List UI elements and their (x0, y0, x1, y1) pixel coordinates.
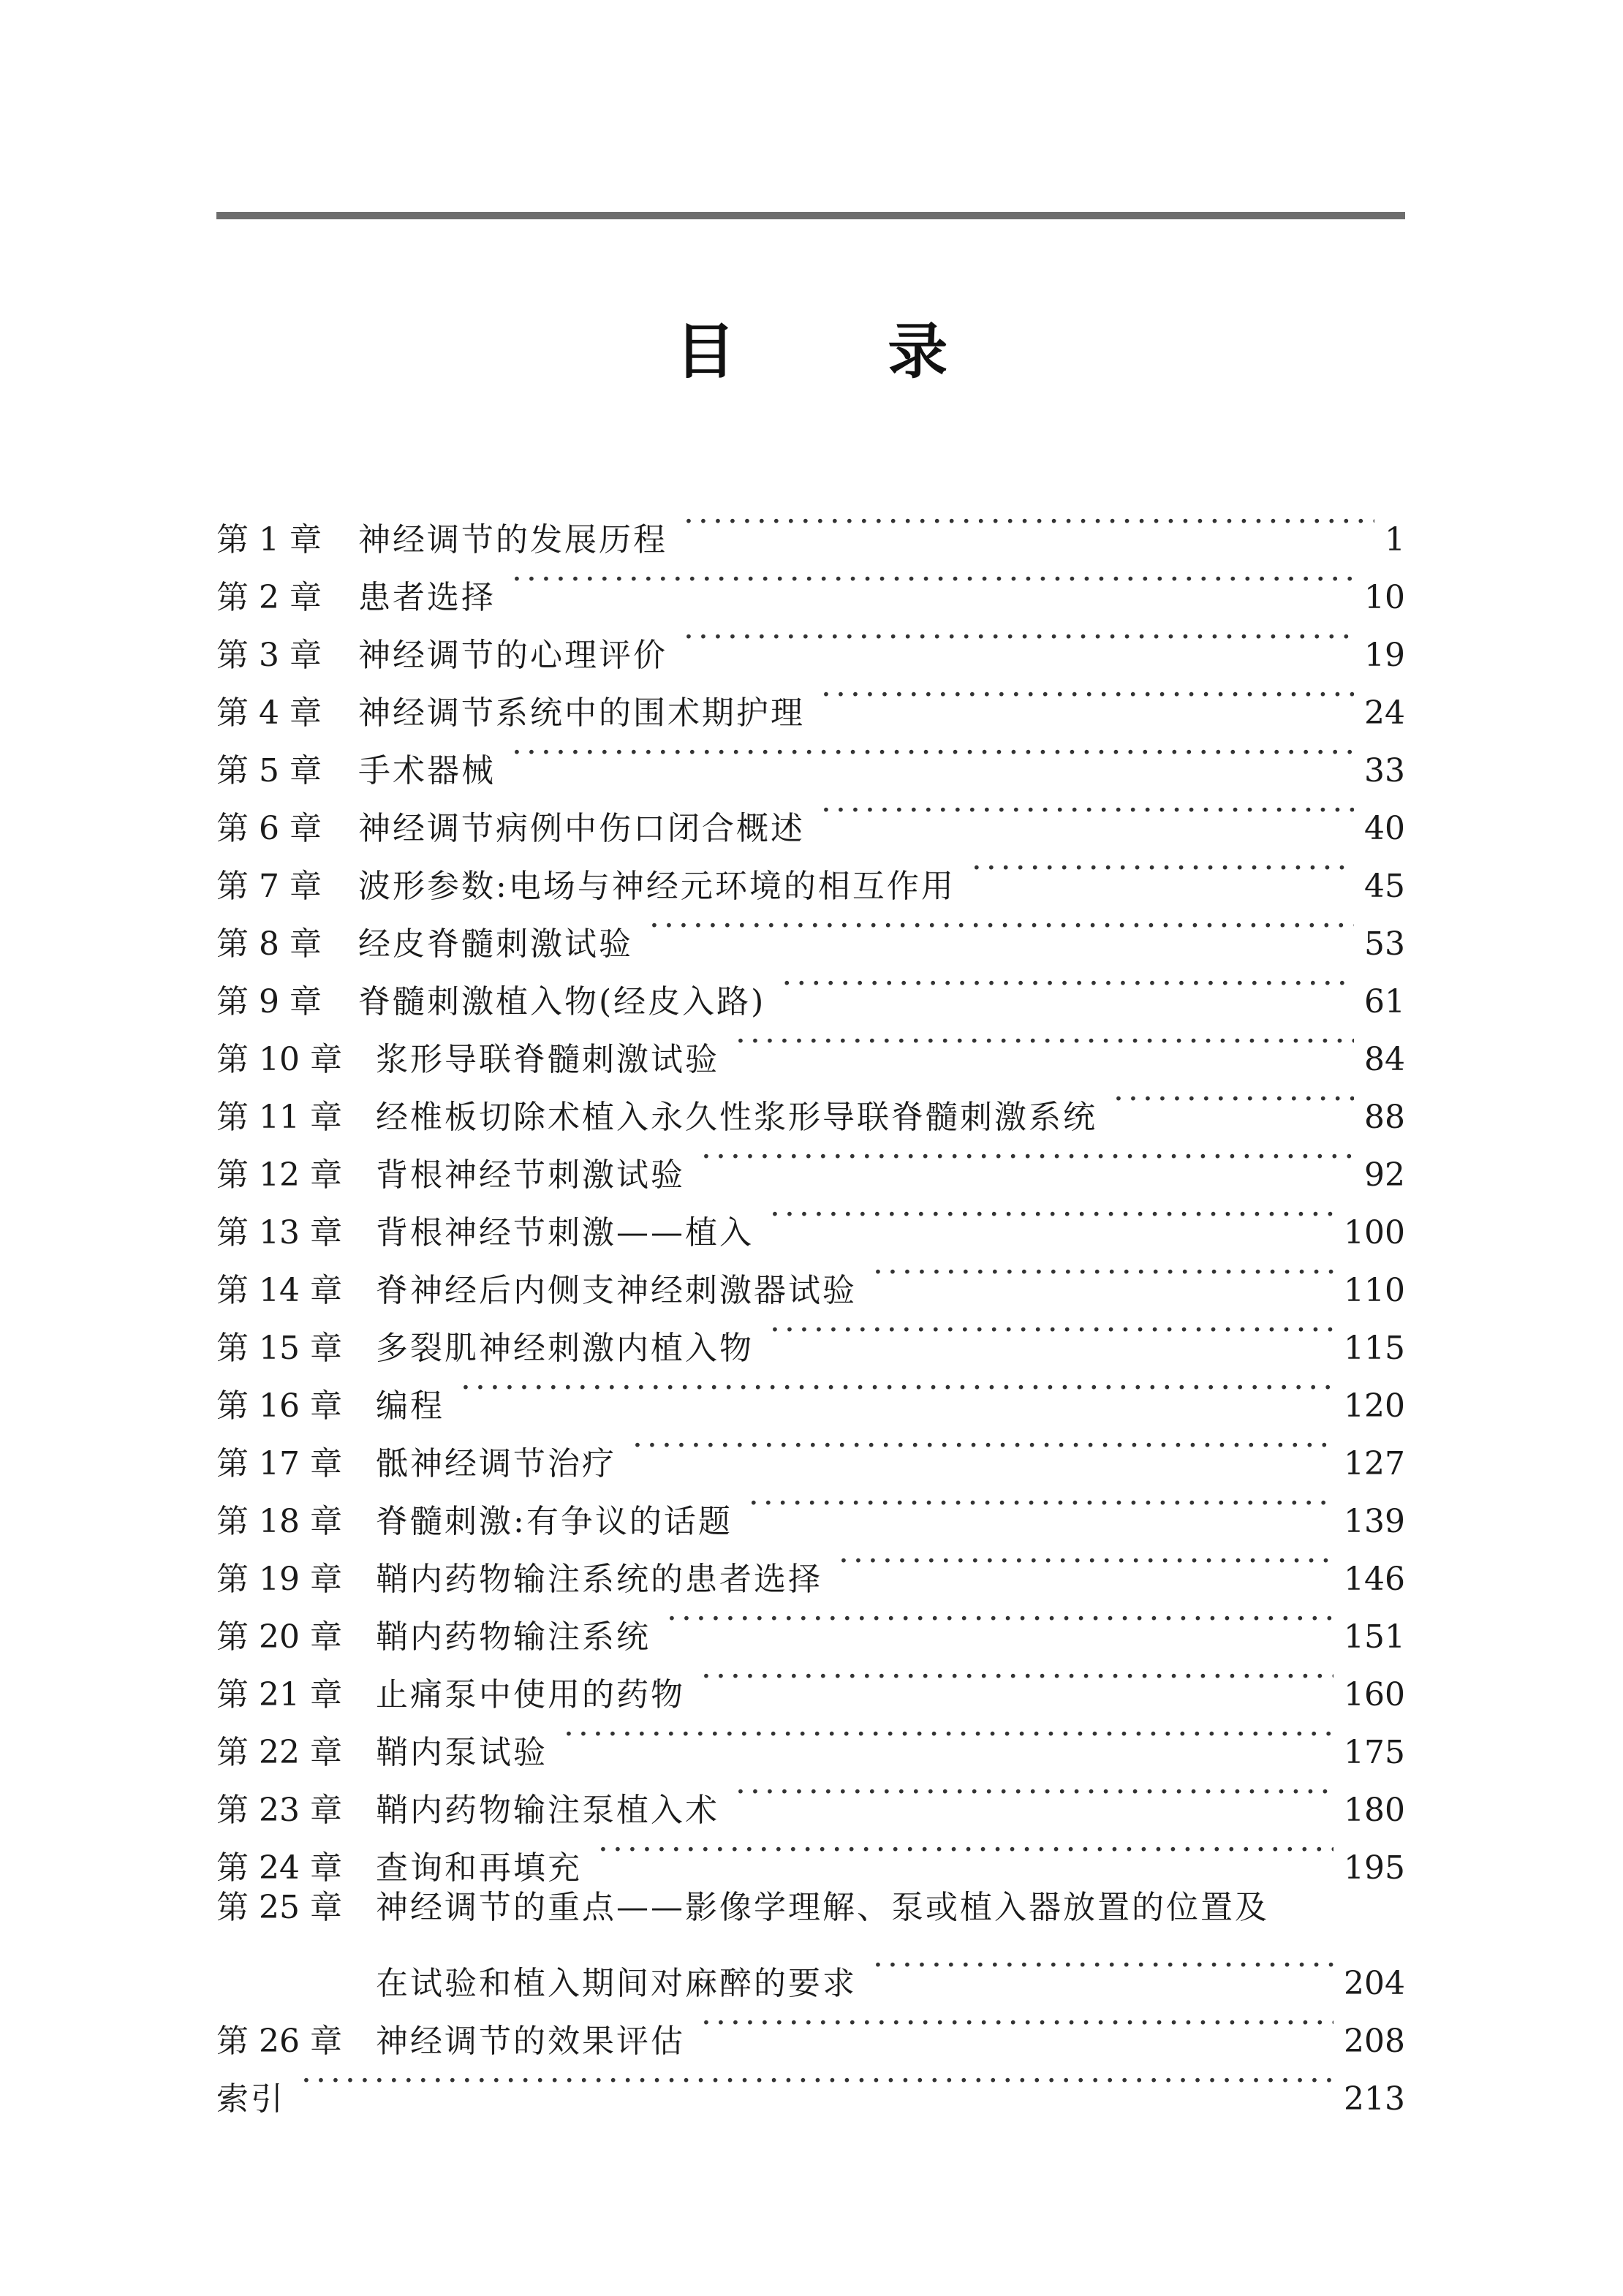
toc-entry[interactable] (216, 666, 1405, 732)
chapter-title: 鞘内药物输注泵植入术 (376, 1792, 719, 1829)
chapter-title: 鞘内药物输注系统的患者选择 (376, 1561, 822, 1598)
page-number: 160 (1344, 1676, 1405, 1713)
page-number: 127 (1344, 1445, 1405, 1482)
toc-entry[interactable] (216, 1128, 1405, 1194)
leader-dots (598, 1821, 1333, 1879)
chapter-title: 骶神经调节治疗 (376, 1445, 616, 1482)
chapter-number: 第 15 章 (216, 1330, 342, 1367)
chapter-title: 止痛泵中使用的药物 (376, 1676, 685, 1713)
toc-entry[interactable] (216, 1417, 1405, 1482)
leader-dots (770, 1301, 1333, 1359)
chapter-title: 手术器械 (358, 752, 496, 789)
chapter-title-continued: 在试验和植入期间对麻醉的要求 (376, 1965, 857, 2002)
toc-entry[interactable] (216, 1012, 1405, 1078)
chapter-title: 脊髓刺激植入物(经皮入路) (358, 983, 766, 1020)
page-number: 208 (1344, 2023, 1405, 2060)
chapter-title: 多裂肌神经刺激内植入物 (376, 1330, 754, 1367)
toc-entry[interactable] (216, 1821, 1405, 1887)
chapter-title: 神经调节病例中伤口闭合概述 (358, 810, 805, 847)
chapter-title: 神经调节系统中的围术期护理 (358, 694, 805, 732)
page-number: 120 (1344, 1387, 1405, 1425)
chapter-number: 第 1 章 (216, 521, 322, 558)
chapter-number: 第 20 章 (216, 1618, 342, 1656)
toc-entry[interactable] (216, 1590, 1405, 1656)
chapter-number: 第 23 章 (216, 1792, 342, 1829)
chapter-number: 第 19 章 (216, 1561, 342, 1598)
leader-dots (684, 608, 1354, 666)
chapter-number: 第 17 章 (216, 1445, 342, 1482)
page-number: 84 (1364, 1041, 1405, 1078)
page-number: 195 (1344, 1849, 1405, 1887)
chapter-title: 波形参数:电场与神经元环境的相互作用 (358, 868, 956, 905)
leader-dots (461, 1359, 1333, 1417)
toc-entry[interactable] (216, 1070, 1405, 1136)
page-number: 110 (1344, 1272, 1405, 1309)
chapter-number: 第 11 章 (216, 1099, 342, 1136)
leader-dots (821, 666, 1354, 724)
chapter-number: 第 12 章 (216, 1156, 342, 1194)
leader-dots (632, 1417, 1333, 1474)
page-number: 19 (1364, 637, 1405, 674)
index-title: 索引 (216, 2080, 285, 2118)
chapter-title: 背根神经节刺激试验 (376, 1156, 685, 1194)
toc-entry[interactable] (216, 1705, 1405, 1771)
chapter-number: 第 21 章 (216, 1676, 342, 1713)
leader-dots (701, 1994, 1333, 2052)
toc-entry[interactable] (216, 1301, 1405, 1367)
table-of-contents (216, 493, 1405, 2118)
page-number: 180 (1344, 1792, 1405, 1829)
toc-entry[interactable] (216, 1532, 1405, 1598)
chapter-title: 神经调节的效果评估 (376, 2023, 685, 2060)
leader-dots (749, 1474, 1333, 1532)
chapter-number: 第 14 章 (216, 1272, 342, 1309)
toc-entry-index[interactable] (216, 2052, 1405, 2118)
toc-entry[interactable] (216, 1359, 1405, 1425)
page-number: 100 (1344, 1214, 1405, 1251)
page-number: 45 (1364, 868, 1405, 905)
chapter-number: 第 16 章 (216, 1387, 342, 1425)
chapter-number: 第 4 章 (216, 694, 322, 732)
chapter-number: 第 6 章 (216, 810, 322, 847)
leader-dots (782, 955, 1354, 1012)
chapter-title: 经椎板切除术植入永久性浆形导联脊髓刺激系统 (376, 1099, 1097, 1136)
page-number: 213 (1344, 2080, 1405, 2118)
page-number: 33 (1364, 752, 1405, 789)
toc-entry[interactable] (216, 550, 1405, 616)
toc-entry[interactable] (216, 955, 1405, 1020)
toc-entry[interactable] (216, 724, 1405, 789)
toc-entry[interactable] (216, 608, 1405, 674)
chapter-title: 患者选择 (358, 579, 496, 616)
header-rule (216, 212, 1405, 219)
chapter-title: 浆形导联脊髓刺激试验 (376, 1041, 719, 1078)
chapter-number: 第 22 章 (216, 1734, 342, 1771)
page-number: 151 (1344, 1618, 1405, 1656)
toc-entry[interactable] (216, 1186, 1405, 1251)
page-number: 61 (1364, 983, 1405, 1020)
chapter-title: 鞘内药物输注系统 (376, 1618, 651, 1656)
chapter-number: 第 8 章 (216, 925, 322, 963)
toc-entry-continuation[interactable] (216, 1936, 1405, 2002)
chapter-title: 脊髓刺激:有争议的话题 (376, 1503, 733, 1540)
leader-dots (873, 1243, 1333, 1301)
chapter-number: 第 7 章 (216, 868, 322, 905)
chapter-title: 鞘内泵试验 (376, 1734, 548, 1771)
leader-dots (684, 493, 1374, 550)
chapter-number: 第 18 章 (216, 1503, 342, 1540)
leader-dots (512, 724, 1354, 781)
leader-dots (301, 2052, 1333, 2110)
leader-dots (770, 1186, 1333, 1243)
chapter-number: 第 13 章 (216, 1214, 342, 1251)
leader-dots (735, 1012, 1354, 1070)
leader-dots (873, 1936, 1333, 1994)
leader-dots (821, 781, 1354, 839)
chapter-title: 神经调节的心理评价 (358, 637, 667, 674)
toc-entry[interactable] (216, 1994, 1405, 2060)
toc-entry[interactable] (216, 493, 1405, 558)
chapter-number: 第 9 章 (216, 983, 322, 1020)
toc-entry[interactable] (216, 1648, 1405, 1713)
page-number: 146 (1344, 1561, 1405, 1598)
chapter-title: 编程 (376, 1387, 444, 1425)
leader-dots (972, 839, 1354, 897)
leader-dots (564, 1705, 1333, 1763)
toc-entry[interactable] (216, 839, 1405, 905)
leader-dots (735, 1763, 1333, 1821)
page-number: 24 (1364, 694, 1405, 732)
leader-dots (649, 897, 1354, 955)
chapter-number: 第 10 章 (216, 1041, 342, 1078)
leader-dots (667, 1590, 1333, 1648)
leader-dots (701, 1128, 1354, 1186)
page-number: 175 (1344, 1734, 1405, 1771)
page-number: 10 (1364, 579, 1405, 616)
chapter-title: 脊神经后内侧支神经刺激器试验 (376, 1272, 857, 1309)
page-number: 1 (1385, 521, 1405, 558)
leader-dots (701, 1648, 1333, 1705)
toc-entry[interactable] (216, 1763, 1405, 1829)
toc-entry[interactable] (216, 781, 1405, 847)
page-number: 204 (1344, 1965, 1405, 2002)
chapter-title: 神经调节的发展历程 (358, 521, 667, 558)
leader-dots (1113, 1070, 1354, 1128)
chapter-number: 第 25 章 (216, 1889, 342, 1926)
page-number: 53 (1364, 925, 1405, 963)
chapter-number: 第 2 章 (216, 579, 322, 616)
chapter-number: 第 3 章 (216, 637, 322, 674)
chapter-title: 经皮脊髓刺激试验 (358, 925, 633, 963)
leader-dots (839, 1532, 1333, 1590)
page-title: 目 录 (675, 317, 1014, 387)
page-number: 139 (1344, 1503, 1405, 1540)
chapter-title: 查询和再填充 (376, 1849, 582, 1887)
chapter-number: 第 26 章 (216, 2023, 342, 2060)
chapter-number: 第 5 章 (216, 752, 322, 789)
chapter-number: 第 24 章 (216, 1849, 342, 1887)
page-number: 92 (1364, 1156, 1405, 1194)
toc-entry[interactable] (216, 897, 1405, 963)
page-number: 40 (1364, 810, 1405, 847)
toc-entry[interactable] (216, 1243, 1405, 1309)
page-number: 88 (1364, 1099, 1405, 1136)
leader-dots (512, 550, 1354, 608)
chapter-title: 背根神经节刺激——植入 (376, 1214, 754, 1251)
chapter-title: 神经调节的重点——影像学理解、泵或植入器放置的位置及 (376, 1889, 1269, 1926)
toc-entry[interactable] (216, 1879, 1405, 1936)
toc-entry[interactable] (216, 1474, 1405, 1540)
page-number: 115 (1344, 1330, 1405, 1367)
